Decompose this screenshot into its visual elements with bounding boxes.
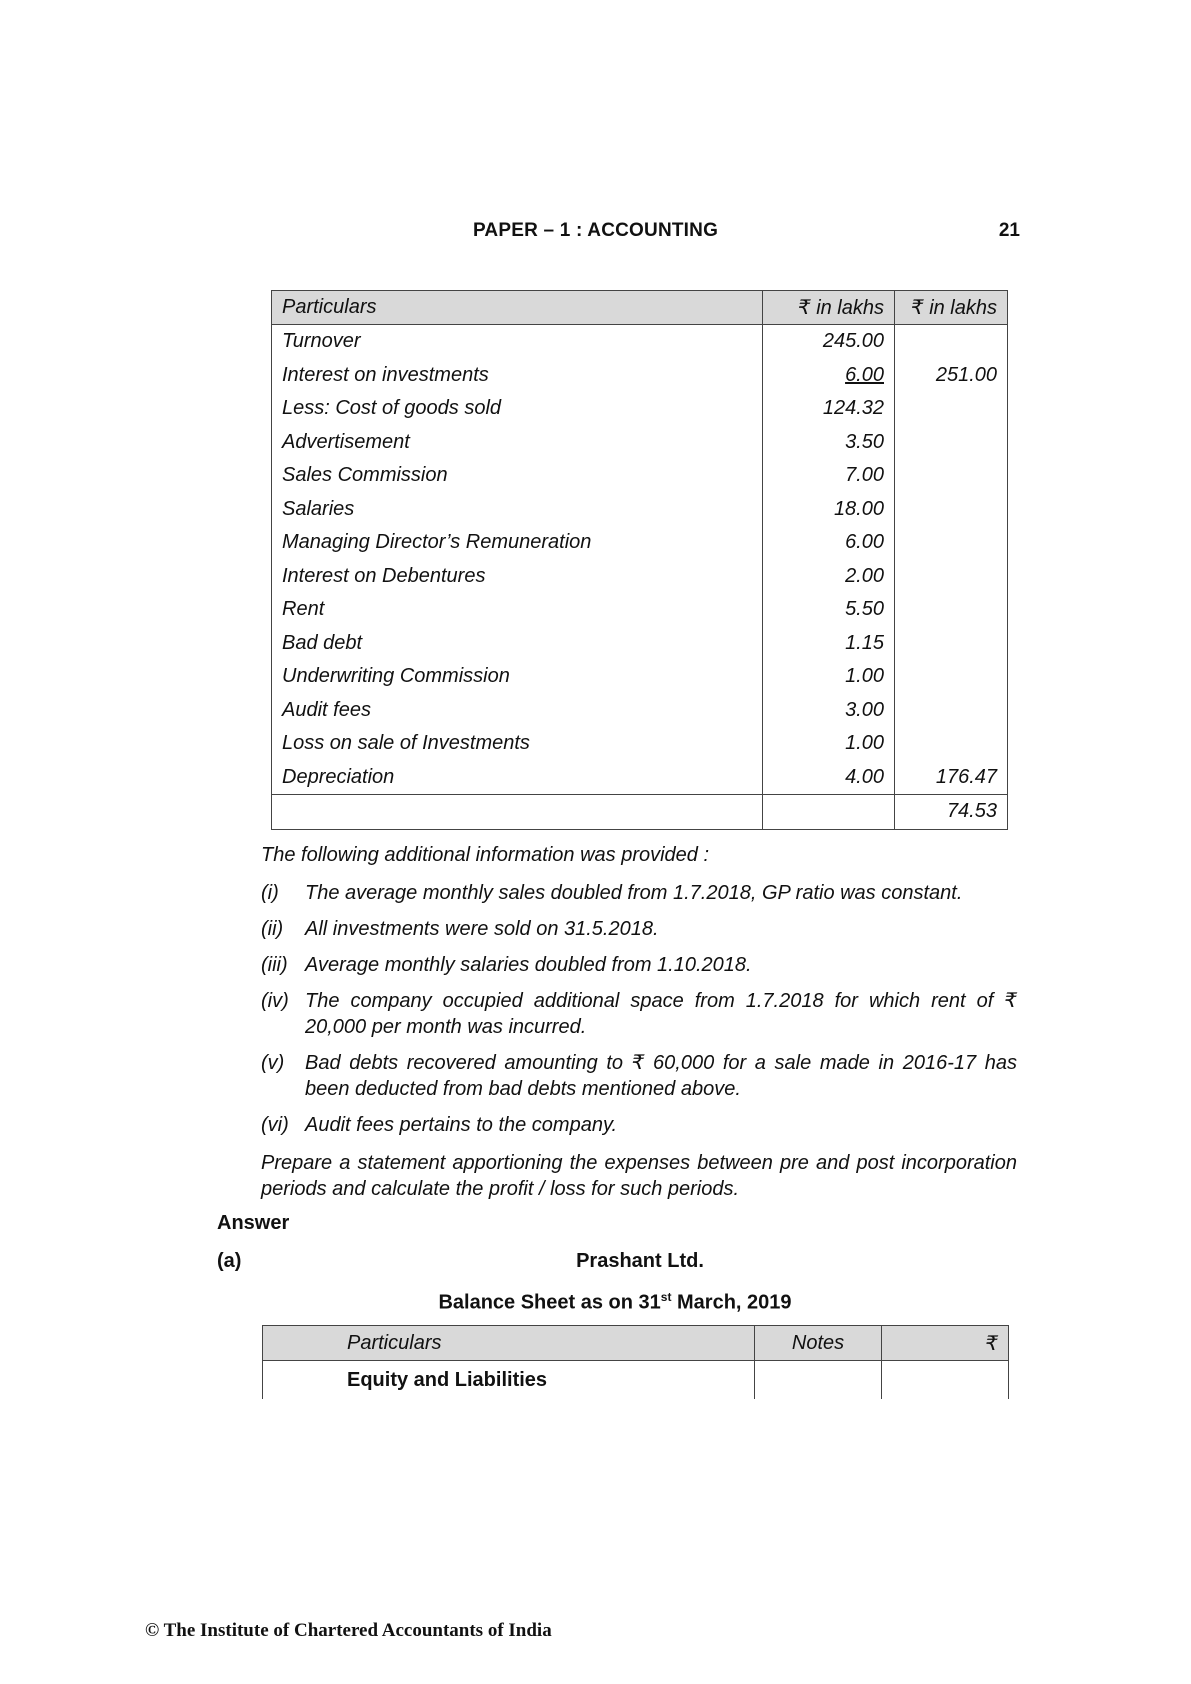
balance-sheet-title: Balance Sheet as on 31st March, 2019 bbox=[438, 1290, 792, 1314]
item-text: The average monthly sales doubled from 1.7.2018, GP ratio was constant. bbox=[305, 882, 963, 904]
row-particulars: Rent bbox=[272, 593, 763, 627]
row-amount: 3.00 bbox=[763, 694, 895, 728]
item-text: The company occupied additional space from 1.7.2018 for which rent of ₹ 20,000 per month was incurred. bbox=[305, 990, 1017, 1038]
table-row bbox=[272, 727, 1008, 761]
row-total bbox=[895, 392, 1008, 426]
list-item bbox=[261, 916, 1017, 942]
page-number: 21 bbox=[998, 220, 1020, 241]
row-particulars: Managing Director’s Remuneration bbox=[272, 526, 763, 560]
row-particulars: Interest on Debentures bbox=[272, 560, 763, 594]
row-particulars: Sales Commission bbox=[272, 459, 763, 493]
item-number: (ii) bbox=[261, 918, 284, 940]
row-amount: 1.00 bbox=[763, 660, 895, 694]
row-particulars: Bad debt bbox=[272, 627, 763, 661]
column-header-total: ₹ in lakhs bbox=[895, 291, 1008, 325]
row-amount: 5.50 bbox=[763, 593, 895, 627]
answer-heading: Answer bbox=[217, 1212, 290, 1234]
row-amount: 2.00 bbox=[763, 560, 895, 594]
item-text: Audit fees pertains to the company. bbox=[305, 1114, 618, 1136]
net-total: 74.53 bbox=[895, 795, 1008, 830]
row-amount: 6.00 bbox=[845, 363, 884, 386]
list-item bbox=[261, 952, 1017, 978]
additional-info-intro: The following additional information was provided : bbox=[261, 844, 710, 866]
row-total: 251.00 bbox=[895, 359, 1008, 393]
row-total bbox=[895, 593, 1008, 627]
profit-loss-table bbox=[271, 290, 1008, 830]
table-row bbox=[272, 627, 1008, 661]
row-amount: 6.00 bbox=[763, 526, 895, 560]
row-total bbox=[895, 627, 1008, 661]
row-total bbox=[895, 526, 1008, 560]
row-particulars: Interest on investments bbox=[272, 359, 763, 393]
item-number: (i) bbox=[261, 882, 279, 904]
list-item bbox=[261, 988, 1017, 1040]
row-particulars: Loss on sale of Investments bbox=[272, 727, 763, 761]
column-header-particulars: Particulars bbox=[263, 1326, 755, 1361]
column-header-particulars: Particulars bbox=[272, 291, 763, 325]
list-item bbox=[261, 880, 1017, 906]
row-total bbox=[895, 694, 1008, 728]
list-item bbox=[261, 1050, 1017, 1102]
row-amount: 3.50 bbox=[763, 426, 895, 460]
row-total bbox=[895, 459, 1008, 493]
row-particulars: Audit fees bbox=[272, 694, 763, 728]
table-header-row bbox=[272, 291, 1008, 325]
list-item bbox=[261, 1112, 1017, 1138]
row-total: 176.47 bbox=[895, 761, 1008, 795]
column-header-amount: ₹ in lakhs bbox=[763, 291, 895, 325]
row-particulars: Salaries bbox=[272, 493, 763, 527]
row-amount: 4.00 bbox=[763, 761, 895, 795]
balance-sheet-table bbox=[262, 1325, 1009, 1399]
row-amount: 7.00 bbox=[763, 459, 895, 493]
table-row bbox=[272, 694, 1008, 728]
table-row bbox=[272, 459, 1008, 493]
copyright-footer: © The Institute of Chartered Accountants of India bbox=[145, 1620, 552, 1641]
column-header-rupees: ₹ bbox=[882, 1326, 1009, 1361]
row-amount: 1.00 bbox=[763, 727, 895, 761]
table-row bbox=[272, 493, 1008, 527]
item-number: (iv) bbox=[261, 990, 289, 1012]
table-row bbox=[272, 392, 1008, 426]
item-number: (iii) bbox=[261, 954, 288, 976]
row-total bbox=[895, 660, 1008, 694]
net-total-row bbox=[272, 795, 1008, 830]
row-total bbox=[895, 325, 1008, 359]
answer-part-label: (a) bbox=[217, 1250, 242, 1272]
item-number: (vi) bbox=[261, 1114, 289, 1136]
table-row bbox=[272, 761, 1008, 795]
table-header-row bbox=[263, 1326, 1009, 1361]
page-header-title: PAPER – 1 : ACCOUNTING bbox=[472, 220, 719, 241]
company-name: Prashant Ltd. bbox=[576, 1250, 704, 1272]
row-particulars: Underwriting Commission bbox=[272, 660, 763, 694]
item-text: Bad debts recovered amounting to ₹ 60,000 for a sale made in 2016-17 has been deducted from bad debts mentioned above. bbox=[305, 1052, 1017, 1100]
table-row bbox=[272, 325, 1008, 359]
table-row bbox=[263, 1361, 1009, 1400]
table-row bbox=[272, 560, 1008, 594]
row-total bbox=[895, 560, 1008, 594]
row-total bbox=[895, 493, 1008, 527]
row-total bbox=[895, 727, 1008, 761]
row-amount: 245.00 bbox=[763, 325, 895, 359]
table-row bbox=[272, 526, 1008, 560]
row-amount: 124.32 bbox=[763, 392, 895, 426]
row-particulars: Less: Cost of goods sold bbox=[272, 392, 763, 426]
additional-info-list bbox=[261, 880, 1017, 1148]
item-text: All investments were sold on 31.5.2018. bbox=[305, 918, 659, 940]
row-particulars: Turnover bbox=[272, 325, 763, 359]
question-instruction: Prepare a statement apportioning the expenses between pre and post incorporation periods and calculate the profit / loss for such periods. bbox=[261, 1152, 1017, 1200]
item-text: Average monthly salaries doubled from 1.10.2018. bbox=[305, 954, 752, 976]
table-row bbox=[272, 426, 1008, 460]
row-particulars: Advertisement bbox=[272, 426, 763, 460]
row-amount: 1.15 bbox=[763, 627, 895, 661]
row-total bbox=[895, 426, 1008, 460]
table-row bbox=[272, 593, 1008, 627]
row-particulars: Equity and Liabilities bbox=[263, 1361, 755, 1400]
table-row bbox=[272, 359, 1008, 393]
item-number: (v) bbox=[261, 1052, 285, 1074]
table-row bbox=[272, 660, 1008, 694]
row-amount: 18.00 bbox=[763, 493, 895, 527]
row-particulars: Depreciation bbox=[272, 761, 763, 795]
column-header-notes: Notes bbox=[755, 1326, 882, 1361]
